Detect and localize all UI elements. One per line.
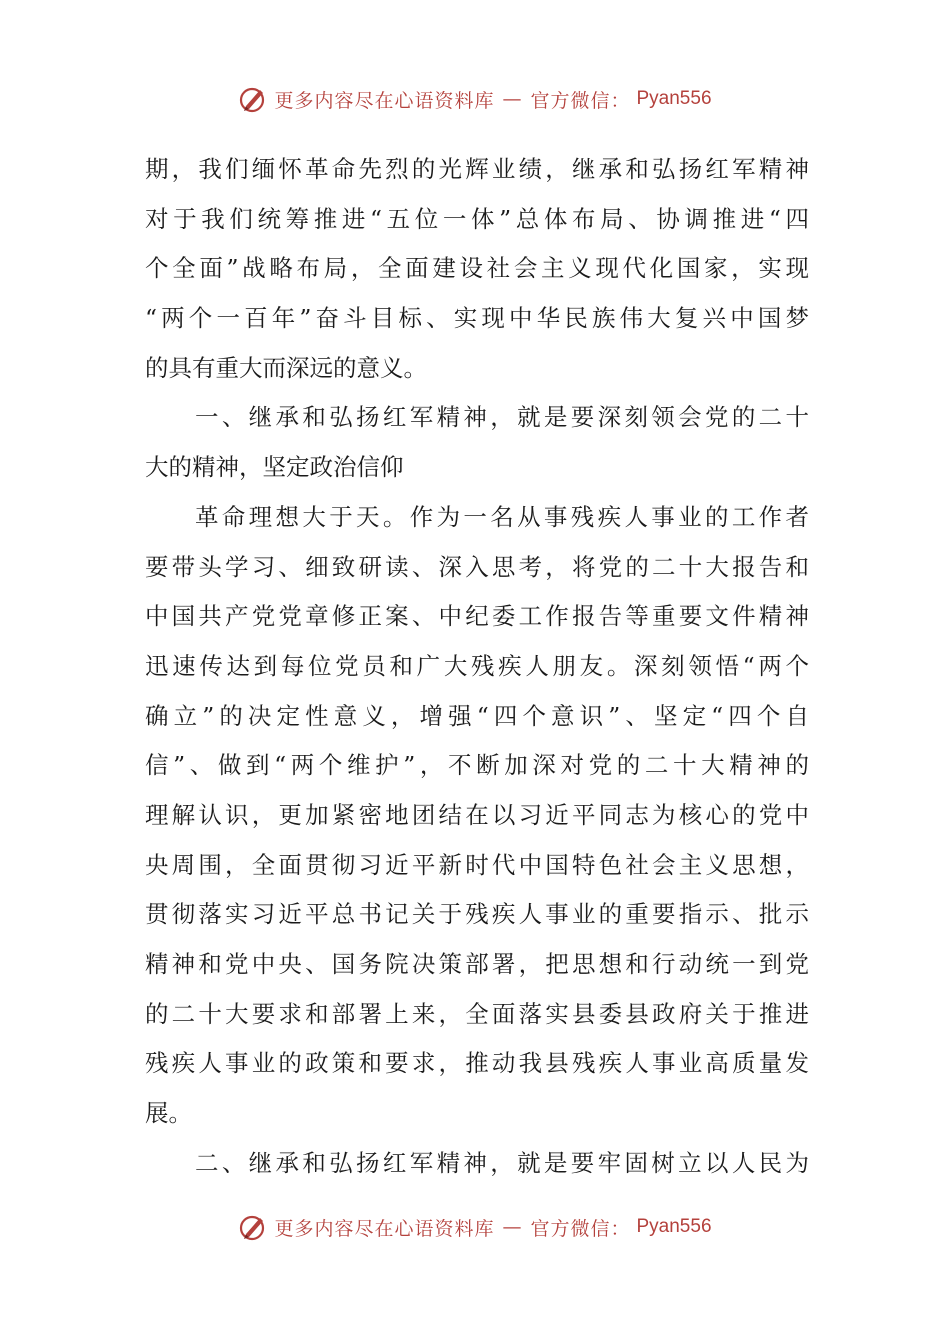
watermark-text: 更多内容尽在心语资料库 (274, 1217, 495, 1240)
watermark-wechat-label: 官方微信： (530, 89, 631, 112)
text-line: 残疾人事业的政策和要求，推动我县残疾人事业高质量发 (145, 1049, 809, 1078)
text-line: 迅速传达到每位党员和广大残疾人朋友。深刻领悟“两个 (145, 651, 809, 680)
text-line: 期，我们缅怀革命先烈的光辉业绩，继承和弘扬红军精神 (145, 155, 809, 183)
text-line: 个全面”战略布局，全面建设社会主义现代化国家，实现 (145, 254, 809, 283)
pen-logo-icon (238, 1212, 268, 1242)
watermark-wechat-label: 官方微信： (530, 1217, 631, 1240)
text-line: 理解认识，更加紧密地团结在以习近平同志为核心的党中 (145, 800, 809, 829)
text-line: 展。 (145, 1099, 192, 1128)
header-watermark (0, 84, 950, 114)
text-line: 央周围，全面贯彻习近平新时代中国特色社会主义思想， (145, 850, 809, 879)
text-line: 确立”的决定性意义，增强“四个意识”、坚定“四个自 (145, 701, 809, 730)
document-body (145, 145, 809, 1188)
text-line: 信”、做到“两个维护”，不断加深对党的二十大精神的 (145, 751, 809, 780)
watermark-wechat-id: Pyan556 (636, 1216, 712, 1237)
watermark-wechat-id: Pyan556 (636, 88, 712, 109)
section-heading-line: 一、继承和弘扬红军精神，就是要深刻领会党的二十 (195, 403, 809, 432)
watermark-separator: — (502, 1216, 523, 1238)
section-heading-line: 大的精神，坚定政治信仰 (145, 453, 404, 482)
text-line: 中国共产党党章修正案、中纪委工作报告等重要文件精神 (145, 602, 809, 631)
text-line: 对于我们统筹推进“五位一体”总体布局、协调推进“四 (145, 204, 809, 233)
pen-logo-icon (238, 84, 268, 114)
watermark-text: 更多内容尽在心语资料库 (274, 89, 495, 112)
text-line: “两个一百年”奋斗目标、实现中华民族伟大复兴中国梦 (145, 304, 809, 333)
text-line: 的二十大要求和部署上来，全面落实县委县政府关于推进 (145, 999, 809, 1028)
text-line: 贯彻落实习近平总书记关于残疾人事业的重要指示、批示 (145, 900, 809, 929)
watermark-separator: — (502, 88, 523, 110)
text-line: 精神和党中央、国务院决策部署，把思想和行动统一到党 (145, 950, 809, 978)
footer-watermark (0, 1212, 950, 1242)
section-heading-line: 二、继承和弘扬红军精神，就是要牢固树立以人民为 (195, 1148, 809, 1177)
text-line: 的具有重大而深远的意义。 (145, 353, 427, 382)
text-line: 要带头学习、细致研读、深入思考，将党的二十大报告和 (145, 552, 809, 581)
text-line: 革命理想大于天。作为一名从事残疾人事业的工作者 (195, 502, 809, 531)
